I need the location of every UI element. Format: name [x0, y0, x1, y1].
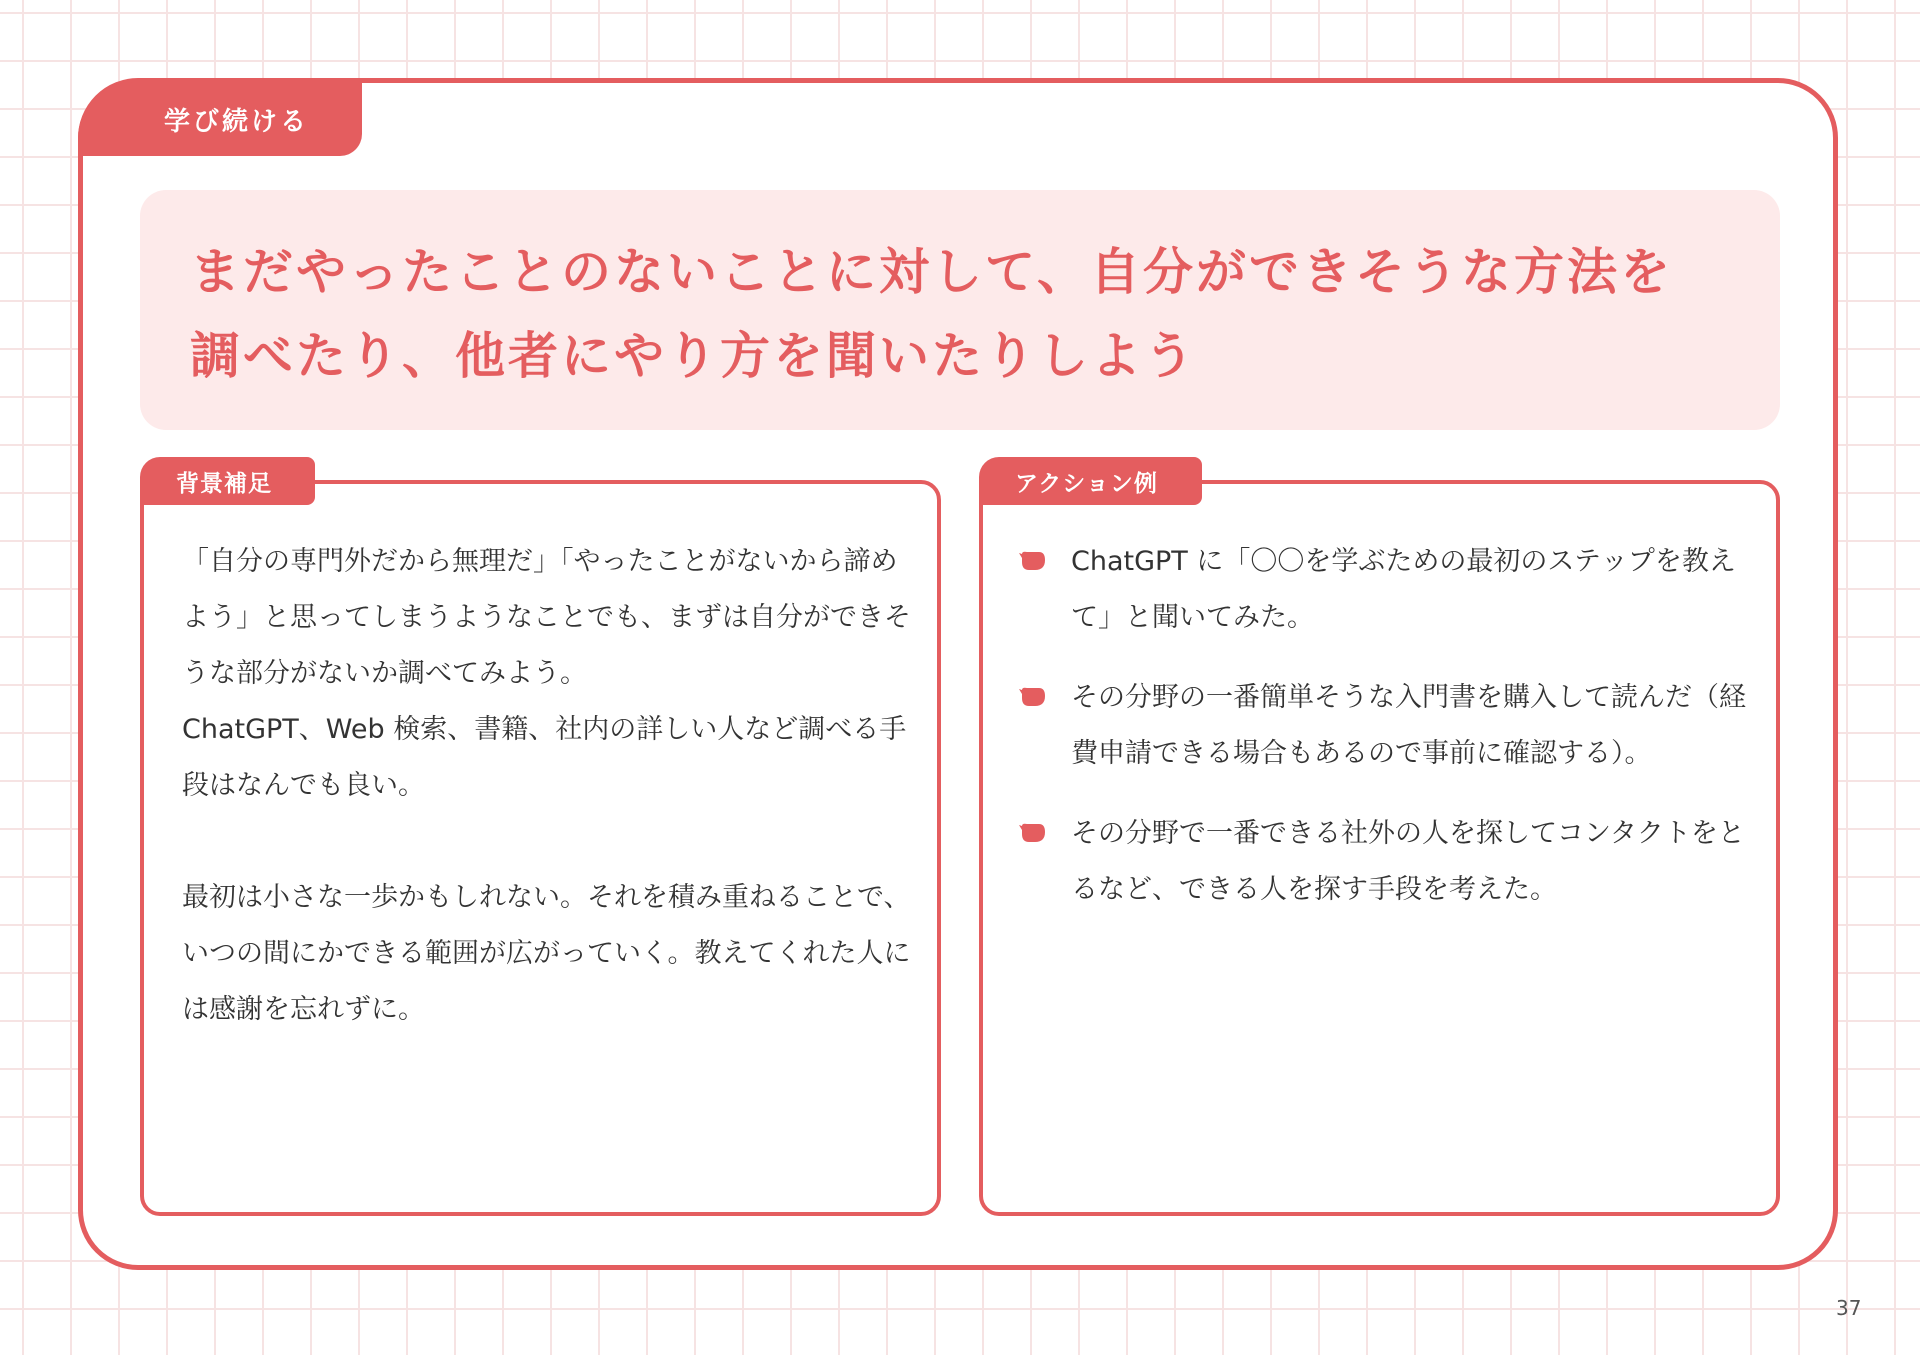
card-tag: 学び続ける: [78, 82, 362, 156]
action-list: [1019, 534, 1759, 942]
page-number: 37: [1836, 1296, 1862, 1320]
background-panel-tag: 背景補足: [140, 457, 315, 505]
chat-bubble-icon: [1019, 550, 1047, 574]
action-panel: [979, 480, 1780, 1216]
chat-bubble-icon: [1019, 686, 1047, 710]
action-item: [1019, 806, 1759, 918]
action-item: [1019, 534, 1759, 646]
action-item-text: ChatGPT に「〇〇を学ぶための最初のステップを教えて」と聞いてみた。: [1071, 546, 1736, 633]
headline-line-1: まだやったことのないことに対して、自分ができそうな方法を: [190, 243, 1673, 301]
background-paragraph-3: 最初は小さな一歩かもしれない。それを積み重ねることで、いつの間にかできる範囲が広がっていく。教えてくれた人には感謝を忘れずに。: [182, 882, 911, 1025]
headline: [190, 230, 1750, 398]
action-item-text: その分野で一番できる社外の人を探してコンタクトをとるなど、できる人を探す手段を考えた。: [1071, 818, 1745, 905]
headline-line-2: 調べたり、他者にやり方を聞いたりしよう: [190, 327, 1197, 385]
chat-bubble-icon: [1019, 822, 1047, 846]
background-paragraph-2: ChatGPT、Web 検索、書籍、社内の詳しい人など調べる手段はなんでも良い。: [182, 714, 907, 801]
action-panel-tag: アクション例: [979, 457, 1202, 505]
action-item-text: その分野の一番簡単そうな入門書を購入して読んだ（経費申請できる場合もあるので事前に確認する）。: [1071, 682, 1746, 769]
action-item: [1019, 670, 1759, 782]
background-text: [182, 534, 912, 1038]
background-paragraph-1: 「自分の専門外だから無理だ」「やったことがないから諦めよう」と思ってしまうようなことでも、まずは自分ができそうな部分がないか調べてみよう。: [182, 546, 911, 689]
headline-box: [140, 190, 1780, 430]
paragraph-spacer: [182, 814, 912, 870]
background-panel: [140, 480, 941, 1216]
